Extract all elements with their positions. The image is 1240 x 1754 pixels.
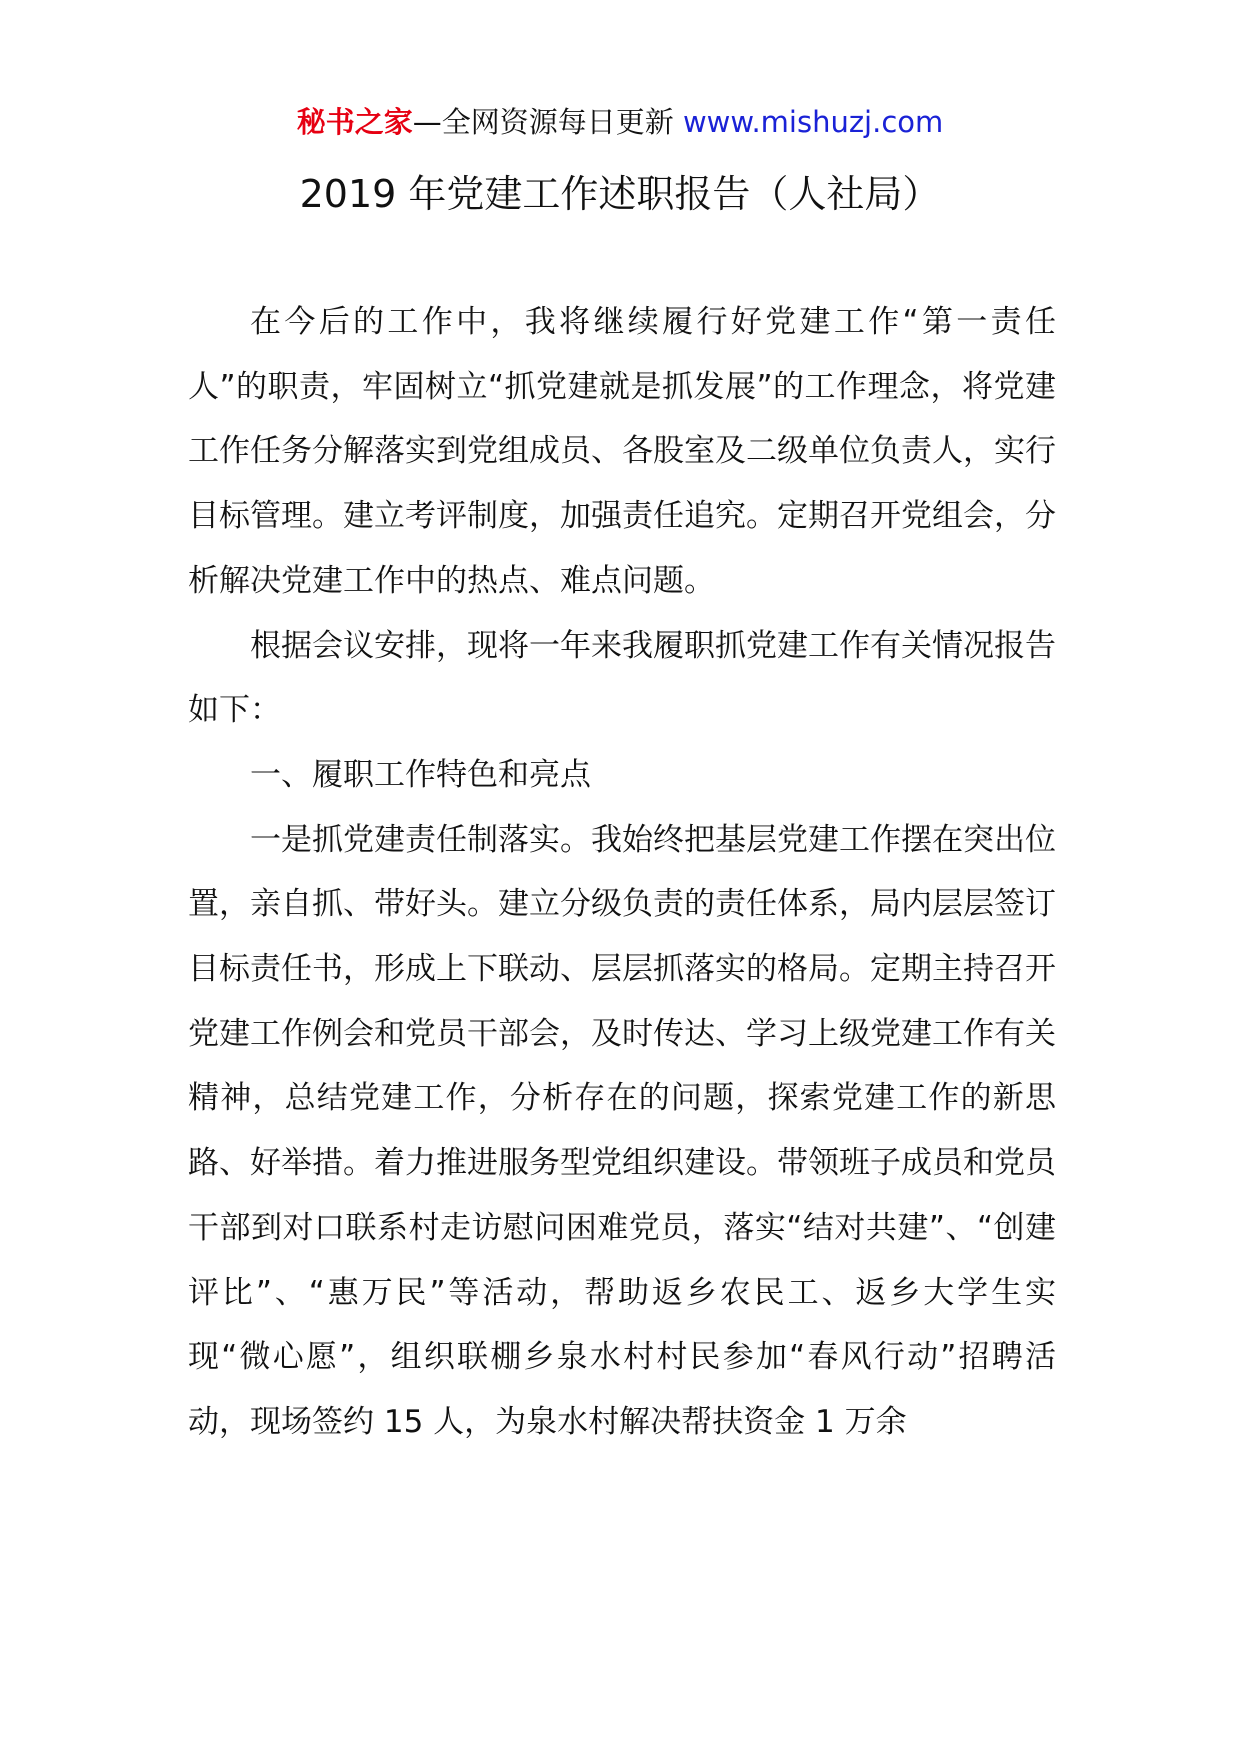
section-heading: 一、履职工作特色和亮点 (250, 756, 591, 793)
header-tagline: —全网资源每日更新 (412, 105, 683, 139)
paragraph: 根据会议安排，现将一年来我履职抓党建工作有关情况报告如下： (188, 627, 1056, 729)
watermark-header (0, 100, 1240, 144)
site-link[interactable]: www.mishuzj.com (682, 105, 944, 139)
paragraph: 一是抓党建责任制落实。我始终把基层党建工作摆在突出位置，亲自抓、带好头。建立分级负责的责任体系，局内层层签订目标责任书，形成上下联动、层层抓落实的格局。定期主持召开党建工作例会和党员干部会，及时传达、学习上级党建工作有关精神，总结党建工作，分析存在的问题，探索党建工作的新思路、好举措。着力推进服务型党组织建设。带领班子成员和党员干部到对口联系村走访慰问困难党员，落实“结对共建”、“创建评比”、“惠万民”等活动，帮助返乡农民工、返乡大学生实现“微心愿”，组织联棚乡泉水村村民参加“春风行动”招聘活动，现场签约 15 人，为泉水村解决帮扶资金 1 万余 (188, 821, 1056, 1440)
document-title: 2019 年党建工作述职报告（人社局） (299, 172, 941, 216)
brand-name: 秘书之家 (296, 105, 413, 139)
document-body (188, 290, 1056, 1455)
paragraph: 在今后的工作中，我将继续履行好党建工作“第一责任人”的职责，牢固树立“抓党建就是抓发展”的工作理念，将党建工作任务分解落实到党组成员、各股室及二级单位负责人，实行目标管理。建立考评制度，加强责任追究。定期召开党组会，分析解决党建工作中的热点、难点问题。 (188, 304, 1056, 599)
